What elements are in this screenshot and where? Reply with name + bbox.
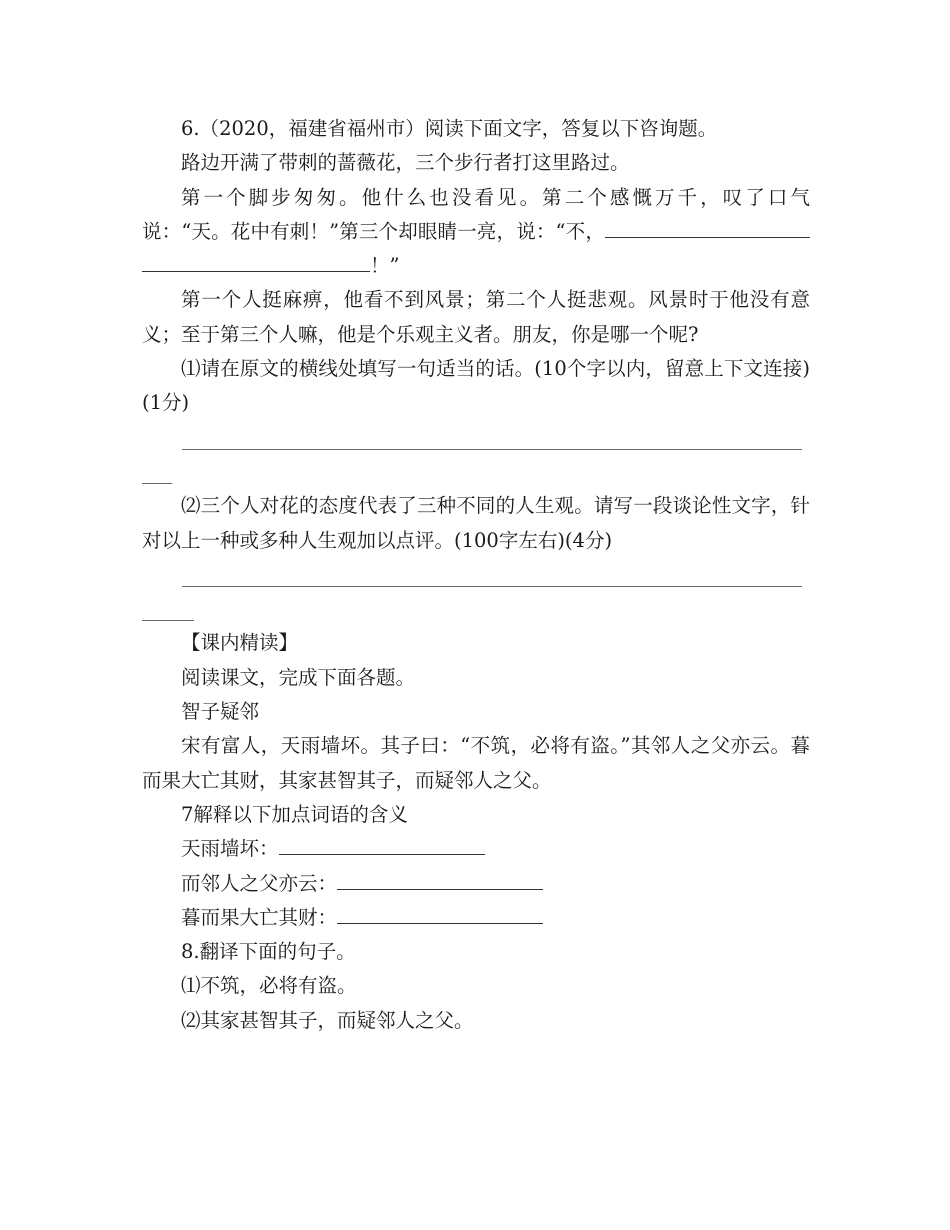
question-7-item-2-label: 而邻人之父亦云：: [181, 871, 338, 895]
question-7-heading: 7解释以下加点词语的含义: [181, 802, 408, 826]
section-instruction: 阅读课文，完成下面各题。: [181, 665, 416, 689]
answer-rule-tail: [142, 620, 194, 621]
question-7-item-1: [142, 832, 810, 866]
fill-in-blank-continued[interactable]: [142, 249, 370, 272]
question-6-heading: 6.（2020，福建省福州市）阅读下面文字，答复以下咨询题。: [181, 117, 718, 140]
question-7-item-3-label: 暮而果大亡其财：: [181, 905, 338, 929]
answer-blank[interactable]: [337, 901, 543, 924]
fill-in-blank[interactable]: [605, 215, 810, 238]
answer-rule: [182, 449, 802, 450]
passage-paragraph-2-text: 第一个脚步匆匆。他什么也没看见。第二个感慨万千，叹了口气说：“天。花中有刺！”第三个却眼睛一亮，说：“不，: [142, 185, 810, 243]
question-7-item-3: [142, 901, 810, 935]
passage-paragraph-2: [142, 181, 810, 284]
answer-rule: [182, 586, 802, 587]
answer-blank[interactable]: [279, 832, 485, 855]
question-8-heading: 8.翻译下面的句子。: [181, 940, 356, 964]
answer-line-2[interactable]: [142, 558, 810, 627]
answer-rule-tail: [142, 483, 172, 484]
document-page: [142, 112, 810, 1038]
section-title: 【课内精读】: [181, 631, 299, 655]
question-8-item-2: ⑵其家甚智其子，而疑邻人之父。: [181, 1008, 474, 1032]
passage-paragraph-3: 第一个人挺麻痹，他看不到风景；第二个人挺悲观。风景时于他没有意义；至于第三个人嘛，他是个乐观主义者。朋友，你是哪一个呢?: [142, 288, 810, 346]
classical-text-title: 智子疑邻: [181, 700, 260, 724]
passage-paragraph-2-end: ！”: [370, 254, 400, 278]
passage-paragraph-1: 路边开满了带刺的蔷薇花，三个步行者打这里路过。: [181, 151, 630, 175]
question-8-item-1: ⑴不筑，必将有盗。: [181, 974, 357, 998]
question-6-sub-1: ⑴请在原文的横线处填写一句适当的话。(10个字以内，留意上下文连接)(1分): [142, 357, 810, 415]
classical-text-body: 宋有富人，天雨墙坏。其子曰：“不筑，必将有盗。”其邻人之父亦云。暮而果大亡其财，其家甚智其子，而疑邻人之父。: [142, 734, 810, 792]
answer-line-1[interactable]: [142, 421, 810, 490]
answer-blank[interactable]: [337, 867, 543, 890]
question-7-item-2: [142, 867, 810, 901]
question-7-item-1-label: 天雨墙坏：: [181, 837, 279, 861]
question-6-sub-2: ⑵三个人对花的态度代表了三种不同的人生观。请写一段谈论性文字，针对以上一种或多种人生观加以点评。(100字左右)(4分): [142, 494, 810, 552]
